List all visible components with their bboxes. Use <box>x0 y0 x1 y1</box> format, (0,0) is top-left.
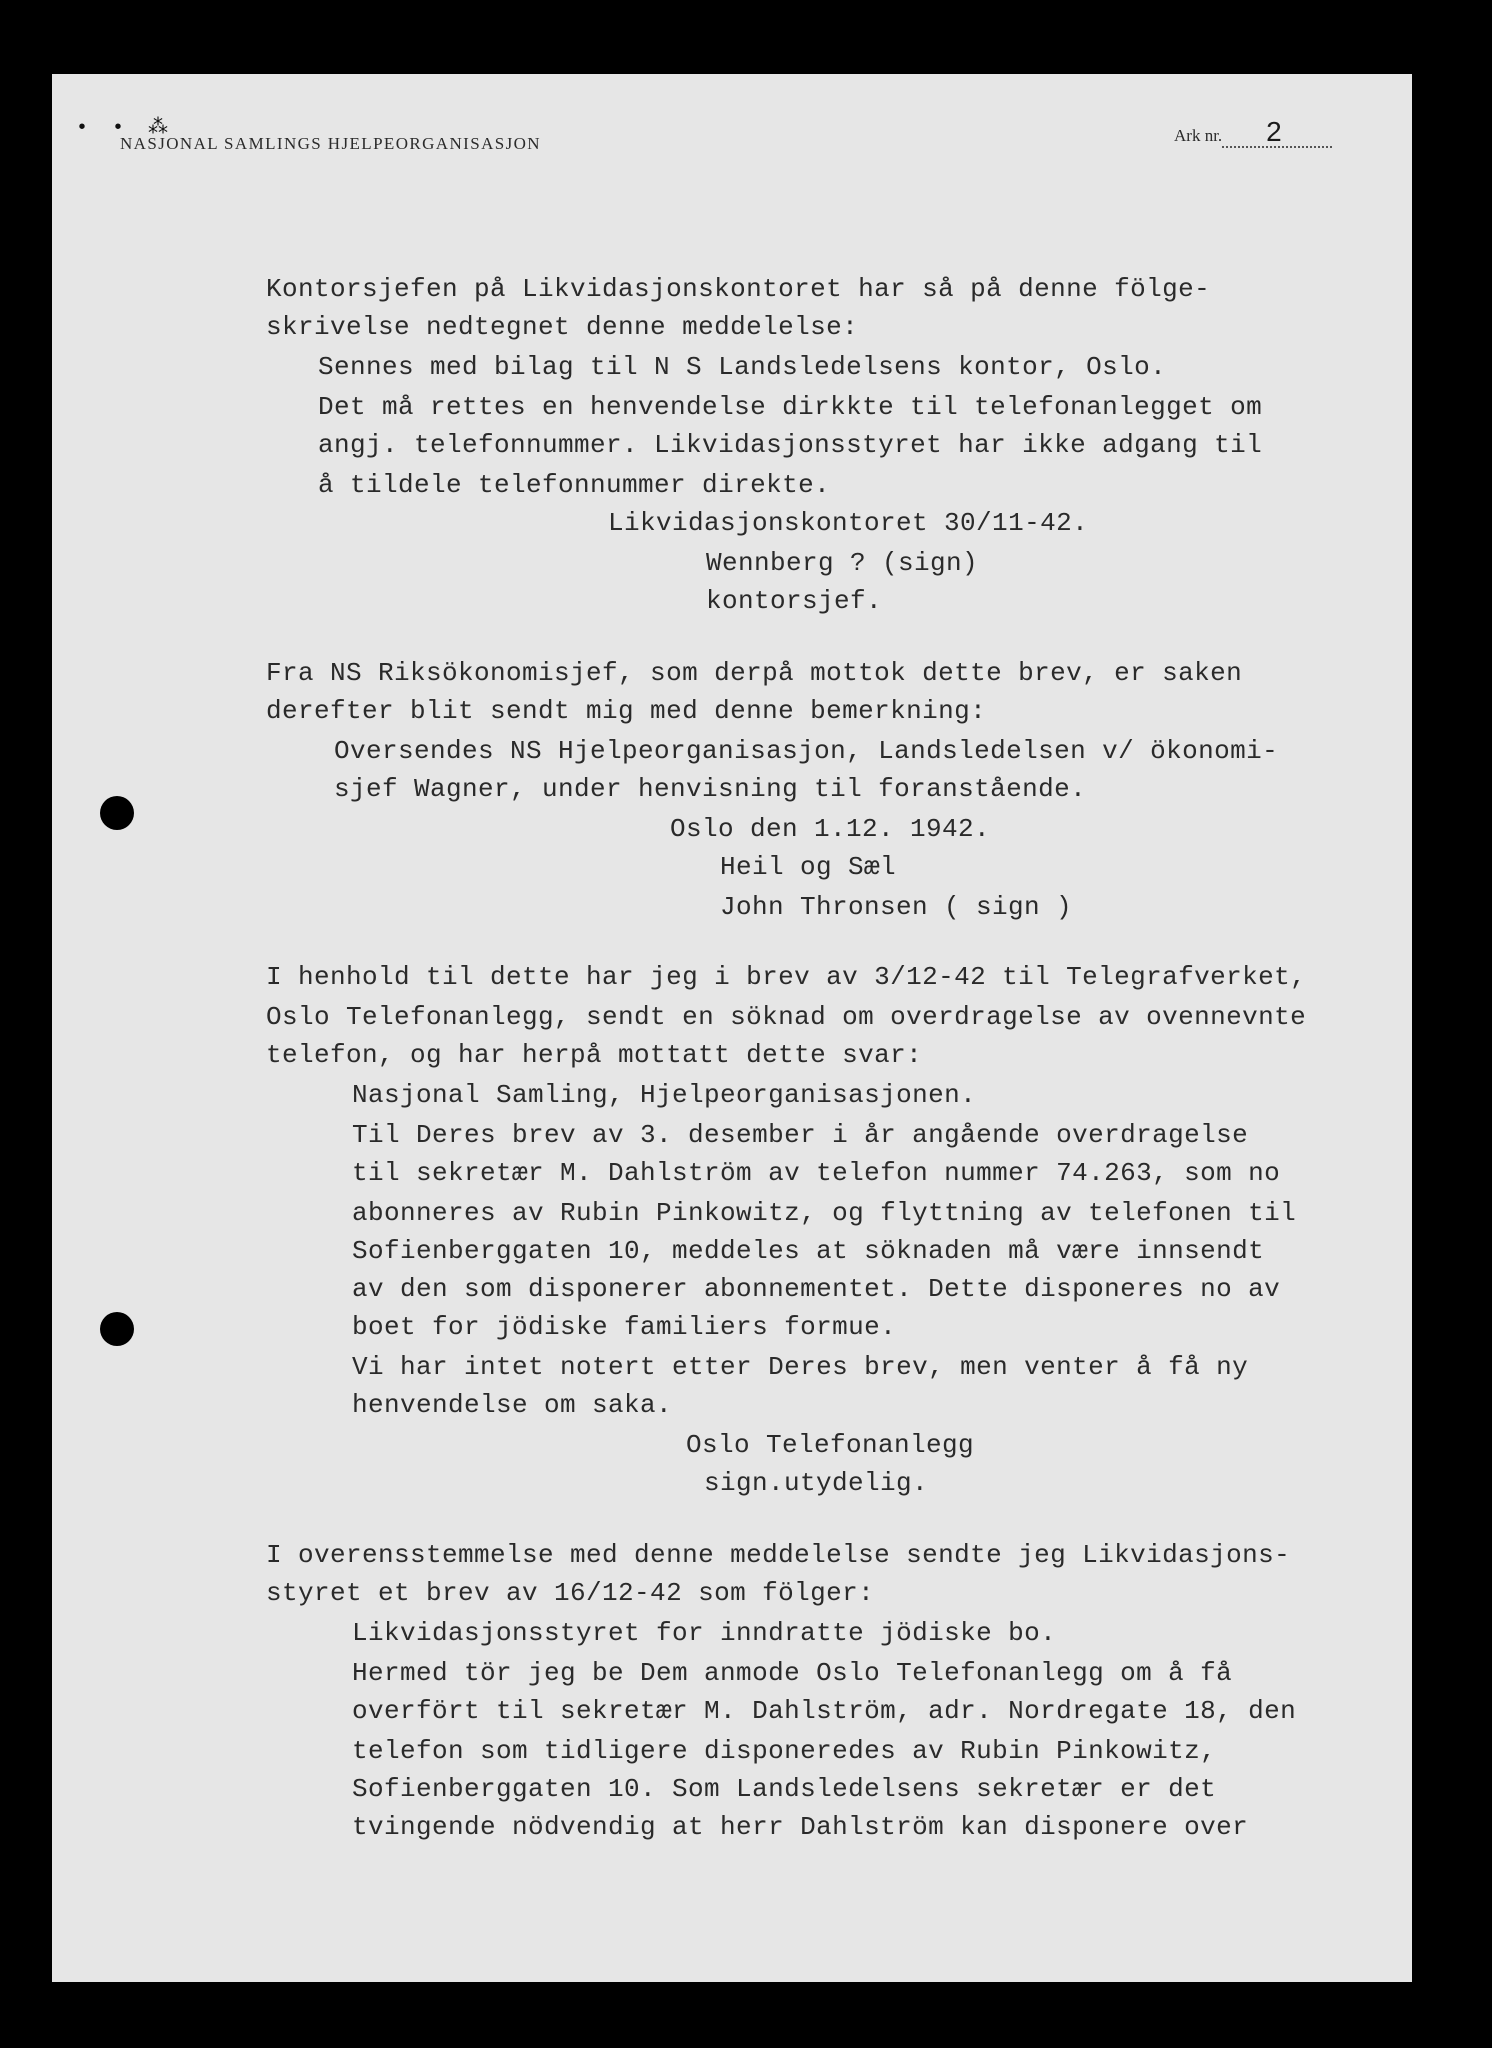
text-line: Kontorsjefen på Likvidasjonskontoret har så på denne fölge- <box>266 274 1211 304</box>
text-line: I overensstemmelse med denne meddelelse sendte jeg Likvidasjons- <box>266 1540 1291 1570</box>
text-line: abonneres av Rubin Pinkowitz, og flyttning av telefonen til <box>352 1198 1297 1228</box>
text-line: Vi har intet notert etter Deres brev, men venter å få ny <box>352 1352 1249 1382</box>
sheet-number <box>1174 116 1332 148</box>
text-line: Sofienberggaten 10, meddeles at söknaden må være innsendt <box>352 1236 1265 1266</box>
punch-hole <box>100 1312 134 1346</box>
text-line: Til Deres brev av 3. desember i år angående overdragelse <box>352 1120 1249 1150</box>
text-line: Wennberg ? (sign) <box>706 548 979 578</box>
text-line: boet for jödiske familiers formue. <box>352 1312 897 1342</box>
text-line: Likvidasjonskontoret 30/11-42. <box>608 508 1089 538</box>
text-line: Heil og Sæl <box>720 852 897 882</box>
text-line: henvendelse om saka. <box>352 1390 673 1420</box>
sheet-number-field <box>1222 116 1332 148</box>
text-line: Sofienberggaten 10. Som Landsledelsens sekretær er det <box>352 1774 1217 1804</box>
text-line: styret et brev av 16/12-42 som fölger: <box>266 1578 875 1608</box>
text-line: tvingende nödvendig at herr Dahlström kan disponere over <box>352 1812 1249 1842</box>
text-line: til sekretær M. Dahlström av telefon nummer 74.263, som no <box>352 1158 1281 1188</box>
text-line: I henhold til dette har jeg i brev av 3/12-42 til Telegrafverket, <box>266 962 1307 992</box>
text-line: å tildele telefonnummer direkte. <box>318 470 831 500</box>
text-line: Oversendes NS Hjelpeorganisasjon, Landsledelsen v/ ökonomi- <box>334 736 1279 766</box>
text-line: Sennes med bilag til N S Landsledelsens kontor, Oslo. <box>318 352 1167 382</box>
text-line: Oslo Telefonanlegg, sendt en söknad om overdragelse av ovennevnte <box>266 1002 1307 1032</box>
text-line: Oslo den 1.12. 1942. <box>670 814 991 844</box>
text-line: angj. telefonnummer. Likvidasjonsstyret har ikke adgang til <box>318 430 1263 460</box>
text-line: overfört til sekretær M. Dahlström, adr. Nordregate 18, den <box>352 1696 1297 1726</box>
text-line: Nasjonal Samling, Hjelpeorganisasjonen. <box>352 1080 977 1110</box>
text-line: Hermed tör jeg be Dem anmode Oslo Telefonanlegg om å få <box>352 1658 1233 1688</box>
text-line: sign.utydelig. <box>704 1468 929 1498</box>
sheet-number-label: Ark nr. <box>1174 126 1223 145</box>
text-line: kontorsjef. <box>706 586 883 616</box>
text-line: Oslo Telefonanlegg <box>686 1430 975 1460</box>
text-line: telefon som tidligere disponeredes av Rubin Pinkowitz, <box>352 1736 1217 1766</box>
text-line: telefon, og har herpå mottatt dette svar: <box>266 1040 923 1070</box>
text-line: John Thronsen ( sign ) <box>720 892 1073 922</box>
sheet-number-value: 2 <box>1266 116 1282 147</box>
text-line: derefter blit sendt mig med denne bemerkning: <box>266 696 987 726</box>
text-line: Fra NS Riksökonomisjef, som derpå mottok dette brev, er saken <box>266 658 1243 688</box>
punch-hole <box>100 796 134 830</box>
text-line: Det må rettes en henvendelse dirkkte til telefonanlegget om <box>318 392 1263 422</box>
document-page <box>52 74 1412 1982</box>
text-line: Likvidasjonsstyret for inndratte jödiske bo. <box>352 1618 1057 1648</box>
ink-smudge: • • ⁂ <box>76 117 175 140</box>
letterhead: NASJONAL SAMLINGS HJELPEORGANISASJON <box>120 134 541 153</box>
text-line: sjef Wagner, under henvisning til foranstående. <box>334 774 1087 804</box>
text-line: av den som disponerer abonnementet. Dette disponeres no av <box>352 1274 1281 1304</box>
text-line: skrivelse nedtegnet denne meddelelse: <box>266 312 859 342</box>
